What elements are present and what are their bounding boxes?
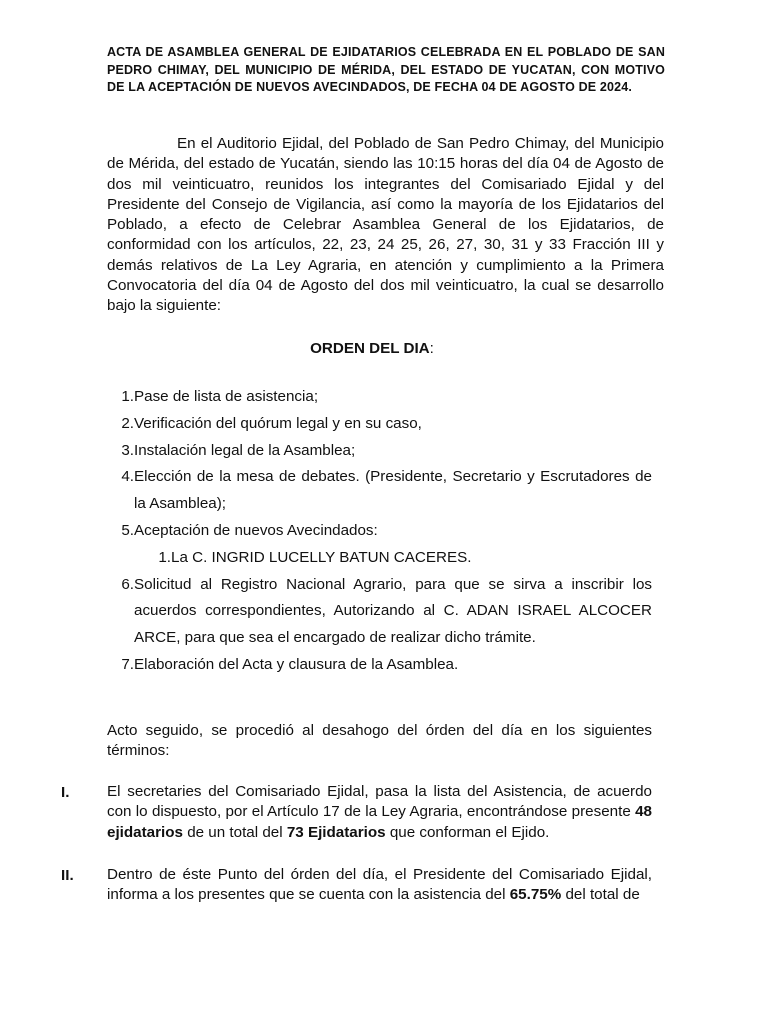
point-1-numeral: I.: [61, 784, 70, 801]
point-2-text: Dentro de éste Punto del órden del día, el Presidente del Comisariado Ejidal, informa a los presentes que se cuenta con la asistencia del: [107, 866, 652, 904]
agenda-item: [107, 438, 652, 465]
agenda-item-number: 7.: [121, 655, 134, 673]
agenda-item-number: 1.: [121, 388, 134, 405]
attendance-percentage: 65.75%: [509, 886, 562, 904]
agenda-item-number: 5.: [121, 521, 134, 539]
document-title: ACTA DE ASAMBLEA GENERAL DE EJIDATARIOS CELEBRADA EN EL POBLADO DE SAN PEDRO CHIMAY, DEL MUNICIPIO DE MÉRIDA, DEL ESTADO DE YUCATAN, CON MOTIVO DE LA ACEPTACIÓN DE NUEVOS AVECINDADOS, DE FECHA 04 DE AGOSTO DE 2024.: [107, 45, 665, 94]
agenda-item: [107, 572, 652, 652]
agenda-heading-colon: :: [429, 340, 434, 357]
agenda-list: [107, 384, 652, 679]
agenda-heading-text: ORDEN DEL DIA: [310, 340, 430, 357]
agenda-item: [107, 518, 652, 545]
attendance-count: 48 ejidatarios: [107, 803, 652, 841]
agenda-item-text: Verificación del quórum legal y en su caso,: [134, 414, 422, 432]
agenda-item-text: Pase de lista de asistencia;: [134, 388, 319, 405]
point-1-paragraph: [107, 782, 652, 843]
agenda-heading: [0, 340, 744, 357]
agenda-item-text: Instalación legal de la Asamblea;: [134, 441, 356, 459]
agenda-sub-item-text: La C. INGRID LUCELLY BATUN CACERES.: [171, 548, 472, 566]
agenda-item: [107, 652, 652, 679]
agenda-sub-item: [147, 545, 652, 572]
intro-paragraph: [107, 134, 664, 317]
agenda-item: [107, 384, 652, 411]
point-1-text: El secretaries del Comisariado Ejidal, pasa la lista del Asistencia, de acuerdo con lo dispuesto, por el Artículo 17 de la Ley Agraria, encontrándose presente: [107, 783, 652, 821]
agenda-item-number: 4.: [121, 468, 134, 486]
agenda-item-number: 2.: [121, 414, 134, 432]
total-ejidatarios: 73 Ejidatarios: [286, 823, 386, 841]
point-2-paragraph: [107, 865, 652, 906]
point-1-text: que conforman el Ejido.: [385, 823, 550, 841]
agenda-item: [107, 411, 652, 438]
agenda-item-text: Elección de la mesa de debates. (Presidente, Secretario y Escrutadores de la Asamblea);: [134, 468, 652, 513]
agenda-item: [107, 464, 652, 518]
point-2-numeral: II.: [61, 867, 74, 884]
agenda-item-text: Aceptación de nuevos Avecindados:: [134, 521, 378, 539]
agenda-item-number: 3.: [121, 441, 134, 459]
proceedings-paragraph: Acto seguido, se procedió al desahogo del órden del día en los siguientes términos:: [107, 722, 652, 760]
point-2-text: del total de: [561, 886, 640, 904]
agenda-item-number: 6.: [121, 575, 134, 593]
agenda-sub-item-number: 1.: [158, 548, 171, 566]
agenda-item-text: Solicitud al Registro Nacional Agrario, para que se sirva a inscribir los acuerdos correspondientes, Autorizando al C. ADAN ISRAEL ALCOCER ARCE, para que sea el encargado de realizar dicho trámite.: [134, 575, 652, 647]
agenda-item-text: Elaboración del Acta y clausura de la Asamblea.: [134, 655, 459, 673]
intro-text: En el Auditorio Ejidal, del Poblado de San Pedro Chimay, del Municipio de Mérida, del estado de Yucatán, siendo las 10:15 horas del día 04 de Agosto de dos mil veinticuatro, reunidos los integrantes del Comisariado Ejidal y del Presidente del Consejo de Vigilancia, así como la mayoría de los Ejidatarios del Poblado, a efecto de Celebrar Asamblea General de los Ejidatarios, de conformidad con los artículos, 22, 23, 24 25, 26, 27, 30, 31 y 33 Fracción III y demás relativos de La Ley Agraria, en atención y cumplimiento a la Primera Convocatoria del día 04 de Agosto del dos mil veinticuatro, la cual se desarrollo bajo la siguiente:: [107, 135, 664, 315]
point-1-text: de un total del: [182, 823, 287, 841]
